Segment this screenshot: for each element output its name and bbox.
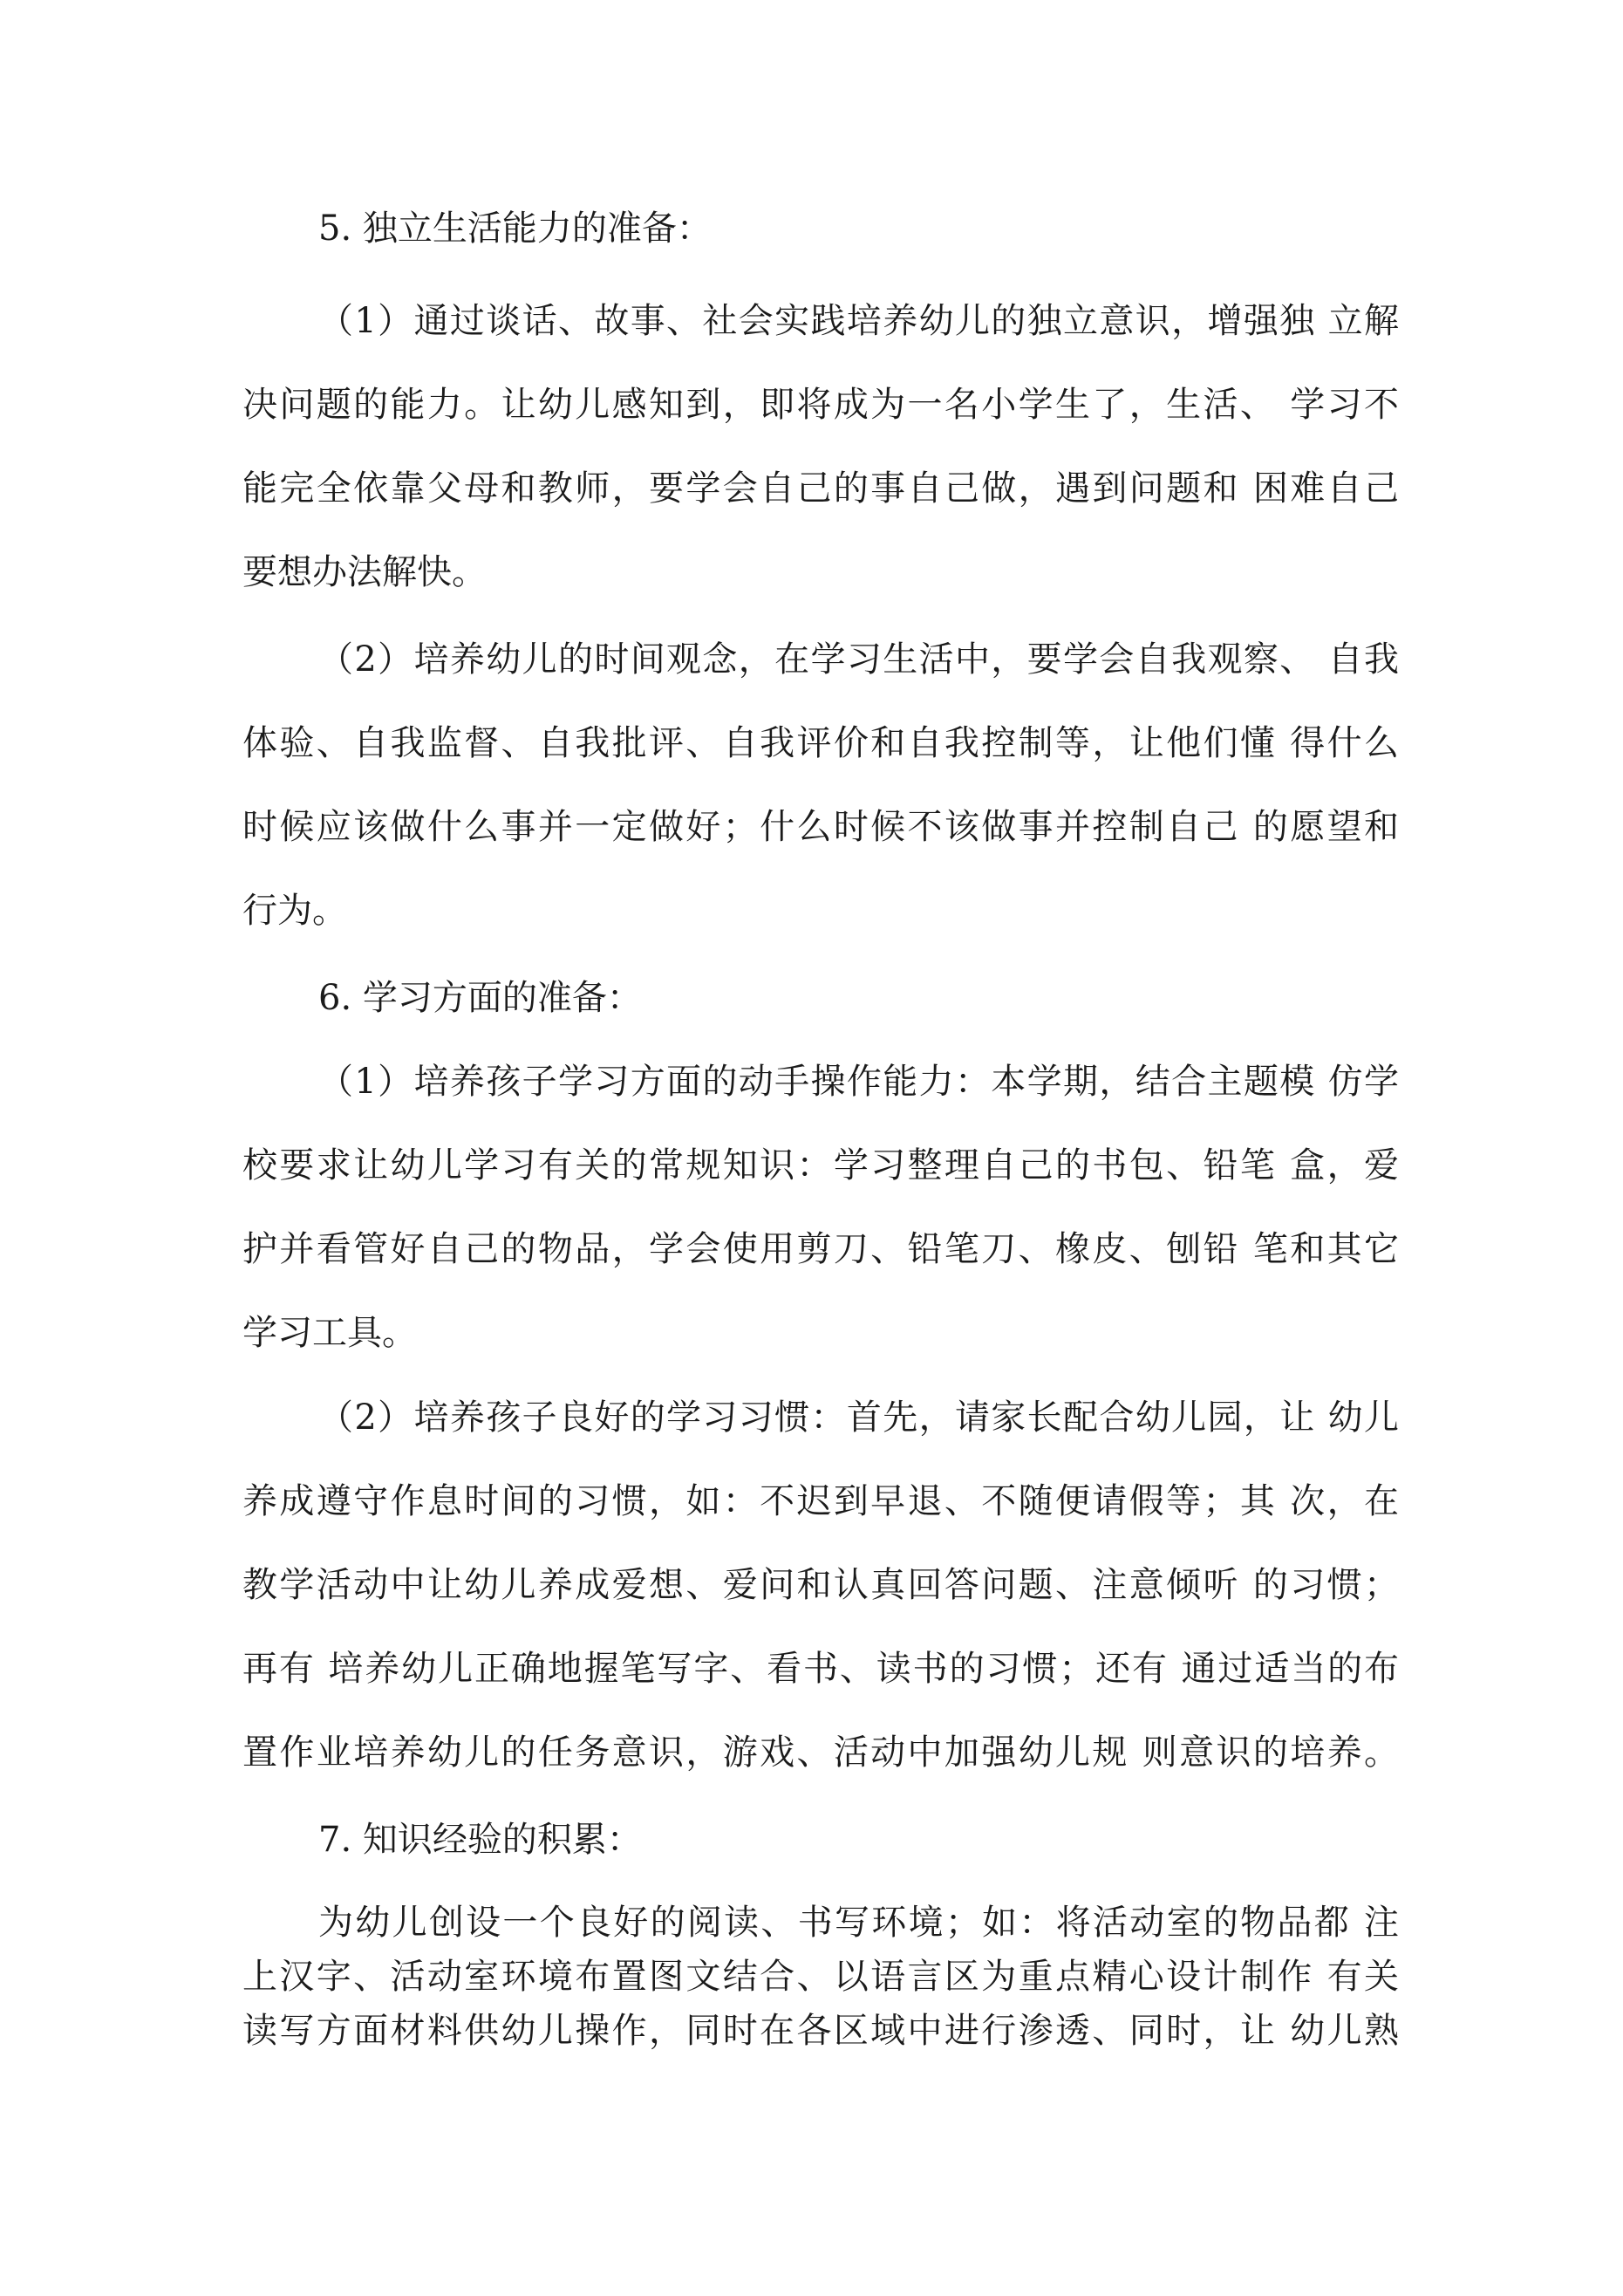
paragraph-line: 置作业培养幼儿的任务意识，游戏、活动中加强幼儿规 则意识的培养。 xyxy=(242,1732,1399,1773)
section-heading-5: 5. 独立生活能力的准备： xyxy=(318,208,712,249)
paragraph-line: 护并看管好自己的物品，学会使用剪刀、铅笔刀、橡皮、刨铅 笔和其它 xyxy=(242,1229,1399,1269)
paragraph-line: （1）通过谈话、故事、社会实践培养幼儿的独立意识，增强独 立解 xyxy=(318,301,1399,341)
paragraph-line: 上汉字、活动室环境布置图文结合、以语言区为重点精心设计制作 有关 xyxy=(242,1957,1399,1997)
section-heading-7: 7. 知识经验的积累： xyxy=(318,1820,642,1860)
paragraph-line: 为幼儿创设一个良好的阅读、书写环境；如：将活动室的物品都 注 xyxy=(318,1903,1399,1943)
paragraph-line: 决问题的能力。让幼儿感知到，即将成为一名小学生了，生活、 学习不 xyxy=(242,385,1399,425)
paragraph-line: 学习工具。 xyxy=(242,1313,417,1353)
paragraph-line: 体验、自我监督、自我批评、自我评价和自我控制等，让他们懂 得什么 xyxy=(242,723,1399,763)
paragraph-line: （2）培养孩子良好的学习习惯：首先，请家长配合幼儿园，让 幼儿 xyxy=(318,1397,1399,1438)
paragraph-line: 再有 培养幼儿正确地握笔写字、看书、读书的习惯；还有 通过适当的布 xyxy=(242,1649,1399,1689)
paragraph-line: （1）培养孩子学习方面的动手操作能力：本学期，结合主题模 仿学 xyxy=(318,1062,1399,1102)
paragraph-line: 校要求让幼儿学习有关的常规知识：学习整理自己的书包、铅笔 盒，爱 xyxy=(242,1145,1399,1186)
paragraph-line: 教学活动中让幼儿养成爱想、爱问和认真回答问题、注意倾听 的习惯； xyxy=(242,1565,1399,1605)
paragraph-line: 时候应该做什么事并一定做好；什么时候不该做事并控制自己 的愿望和 xyxy=(242,807,1399,847)
paragraph-line: 养成遵守作息时间的习惯，如：不迟到早退、不随便请假等；其 次，在 xyxy=(242,1481,1399,1521)
paragraph-line: 读写方面材料供幼儿操作，同时在各区域中进行渗透、同时，让 幼儿熟 xyxy=(242,2011,1399,2051)
paragraph-line: （2）培养幼儿的时间观念，在学习生活中，要学会自我观察、 自我 xyxy=(318,639,1399,680)
paragraph-line: 行为。 xyxy=(242,891,347,931)
paragraph-line: 能完全依靠父母和教师，要学会自己的事自己做，遇到问题和 困难自己 xyxy=(242,468,1399,509)
section-heading-6: 6. 学习方面的准备： xyxy=(318,978,642,1018)
paragraph-line: 要想办法解快。 xyxy=(242,552,487,592)
